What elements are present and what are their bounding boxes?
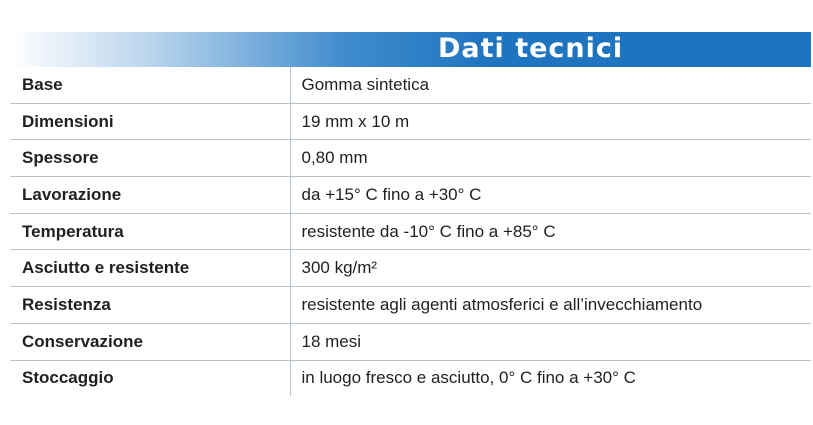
table-row (10, 287, 811, 324)
specs-table (10, 67, 811, 396)
spec-value: 19 mm x 10 m (290, 103, 811, 140)
table-row (10, 213, 811, 250)
spec-value: 300 kg/m² (290, 250, 811, 287)
spec-label: Asciutto e resistente (10, 250, 290, 287)
spec-value: in luogo fresco e asciutto, 0° C fino a +30° C (301, 368, 636, 388)
table-row (10, 67, 811, 103)
technical-data-sheet (10, 32, 811, 396)
table-row (10, 250, 811, 287)
table-row (10, 323, 811, 360)
spec-label: Spessore (10, 140, 290, 177)
section-header (10, 32, 811, 67)
spec-value: da +15° C fino a +30° C (290, 177, 811, 214)
spec-value: 18 mesi (290, 323, 811, 360)
table-row (10, 177, 811, 214)
table-row (10, 360, 811, 396)
spec-value: 0,80 mm (290, 140, 811, 177)
spec-value: resistente da -10° C fino a +85° C (290, 213, 811, 250)
spec-label: Dimensioni (10, 103, 290, 140)
section-title: Dati tecnici (438, 33, 624, 64)
spec-value: resistente agli agenti atmosferici e all’invecchiamento (290, 287, 811, 324)
spec-label: Base (10, 67, 290, 103)
table-row (10, 103, 811, 140)
spec-label: Resistenza (10, 287, 290, 324)
spec-label: Stoccaggio (10, 360, 290, 396)
spec-label: Temperatura (10, 213, 290, 250)
spec-value: Gomma sintetica (290, 67, 811, 103)
spec-label: Lavorazione (10, 177, 290, 214)
table-row (10, 140, 811, 177)
spec-label: Conservazione (10, 323, 290, 360)
